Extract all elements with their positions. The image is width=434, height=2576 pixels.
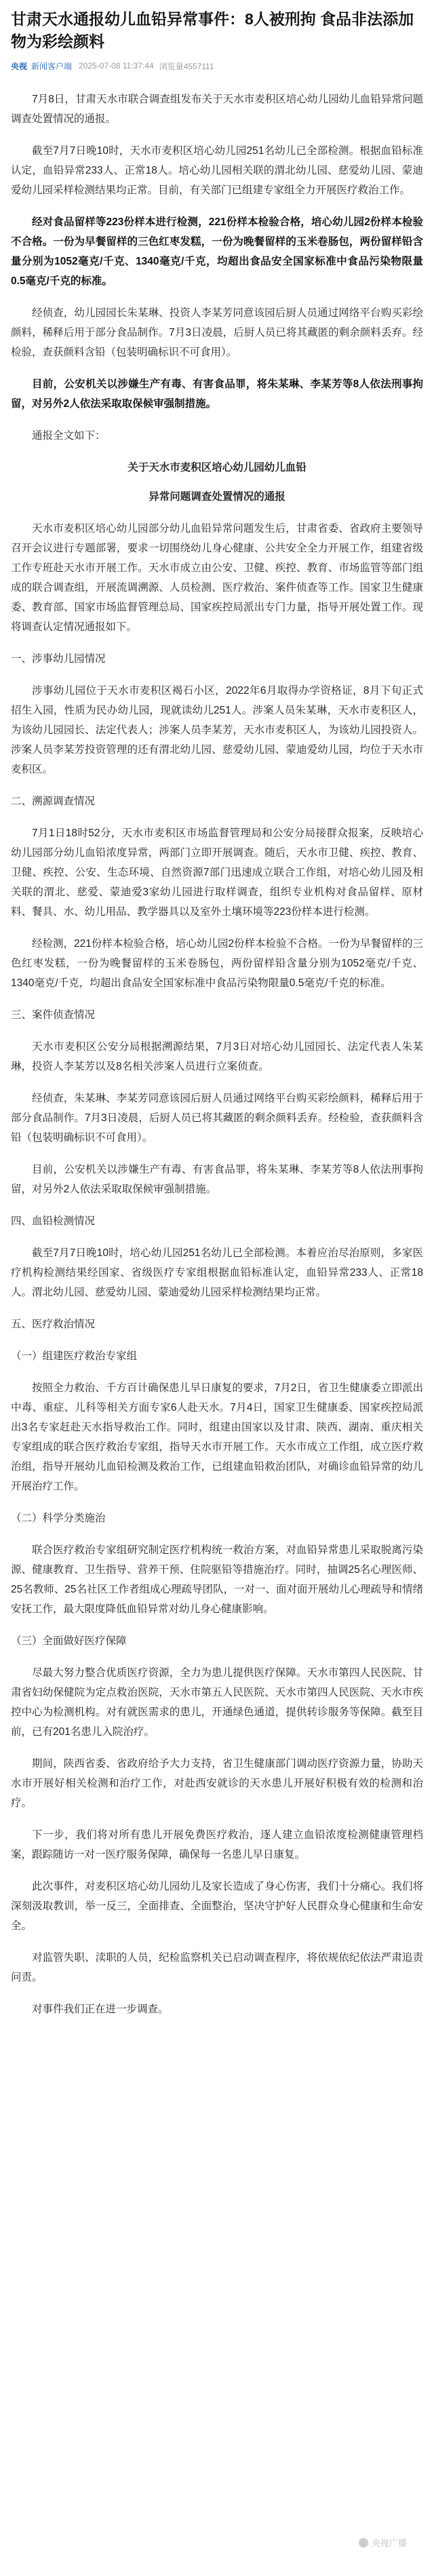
section-paragraph: 涉事幼儿园位于天水市麦积区褐石小区，2022年6月取得办学资格证，8月下旬正式招生入园，性质为民办幼儿园，现就读幼儿251人。涉案人员朱某琳，天水市麦积区人，为该幼儿园园长、法定代表人；涉案人员李某芳，天水市麦积区人，为该幼儿园投资人。涉案人员李某芳投资管理的还有渭北幼儿园、慈爱幼儿园、蒙迪爱幼儿园，均位于天水市麦积区。 [11,685,423,775]
section-title: 四、血铅检测情况 [11,1215,96,1227]
article-paragraph: 目前，公安机关以涉嫌生产有毒、有害食品罪，将朱某琳、李某芳等8人依法刑事拘留，对另外2人依法采取取保候审强制措施。 [11,378,423,410]
section-title: （二）科学分类施治 [11,1513,106,1524]
view-count: 浏览量4557111 [159,61,214,71]
section-title: （三）全面做好医疗保障 [11,1635,127,1647]
section-paragraph: 对事件我们正在进一步调查。 [32,2004,169,2015]
section-paragraph: 对监管失职、渎职的人员，纪检监察机关已启动调查程序，将依规依纪依法严肃追责问责。 [11,1952,423,1983]
section-title: （一）组建医疗救治专家组 [11,1350,138,1362]
article-meta [11,60,423,72]
watermark [359,2536,407,2549]
publish-date: 2025-07-08 11:37:44 [79,61,154,71]
article-title: 甘肃天水通报幼儿血铅异常事件：8人被刑拘 食品非法添加物为彩绘颜料 [11,10,414,50]
section-paragraph: 此次事件，对麦积区培心幼儿园幼儿及家长造成了身心伤害，我们十分痛心。我们将深刻汲取教训，举一反三，全面排查、全面整治，坚决守护好人民群众身心健康和生命安全。 [11,1881,423,1932]
watermark-text: 央视广播 [371,2538,407,2548]
section-paragraph: 下一步，我们将对所有患儿开展免费医疗救治，逐人建立血铅浓度检测健康管理档案，跟踪随访一对一医疗服务保障，确保每一名患儿早日康复。 [11,1829,423,1860]
section-title: 五、医疗救治情况 [11,1319,96,1330]
article-paragraph: 经侦查，幼儿园园长朱某琳、投资人李某芳同意该园后厨人员通过网络平台购买彩绘颜料，稀释后用于部分食品制作。7月3日凌晨，后厨人员已将其藏匿的剩余颜料丢弃。经检验，查获颜料含铅（包装明确标识不可食用）。 [11,307,423,358]
notice-intro [11,519,423,637]
section-title: 三、案件侦查情况 [11,1009,96,1021]
article-paragraph: 经对食品留样等223份样本进行检测，221份样本检验合格，培心幼儿园2份样本检验不合格。一份为早餐留样的三色红枣发糕，一份为晚餐留样的玉米卷肠包，两份留样铅含量分别为1052毫克/千克、1340毫克/千克，均超出食品安全国家标准中食品污染物限量0.5毫克/千克的标准。 [11,216,423,287]
article-paragraph: 截至7月7日晚10时，天水市麦积区培心幼儿园251名幼儿已全部检测。根据血铅标准认定，血铅异常233人、正常18人。培心幼儿园相关联的渭北幼儿园、慈爱幼儿园、蒙迪爱幼儿园采样检测结果均正常。目前，有关部门已组建专家组全力开展医疗救治工作。 [11,145,423,196]
section-paragraph: 经检测，221份样本检验合格，培心幼儿园2份样本检验不合格。一份为早餐留样的三色红枣发糕，一份为晚餐留样的玉米卷肠包，两份留样铅含量分别为1052毫克/千克、1340毫克/千克，均超出食品安全国家标准中食品污染物限量0.5毫克/千克的标准。 [11,938,423,989]
section-title: 一、涉事幼儿园情况 [11,653,106,665]
source-label[interactable]: 央视 [11,61,28,71]
section-paragraph: 经侦查，朱某琳、李某芳同意该园后厨人员通过网络平台购买彩绘颜料，稀释后用于部分食品制作。7月3日凌晨，后厨人员已将其藏匿的剩余颜料丢弃。经检验，查获颜料含铅（包装明确标识不可食用）。 [11,1093,423,1144]
section-title: 二、溯源调查情况 [11,796,96,807]
section-paragraph: 截至7月7日晚10时，培心幼儿园251名幼儿已全部检测。本着应治尽治原则，多家医疗机构检测结果经国家、省级医疗专家组根据血铅标准认定，血铅异常233人、正常18人。渭北幼儿园、慈爱幼儿园、蒙迪爱幼儿园采样检测结果均正常。 [11,1247,423,1298]
section-paragraph: 目前，公安机关以涉嫌生产有毒、有害食品罪，将朱某琳、李某芳等8人依法刑事拘留，对另外2人依法采取取保候审强制措施。 [11,1164,423,1195]
article-paragraph: 通报全文如下： [32,430,106,442]
channel-label[interactable]: 新闻客户端 [31,61,73,71]
section-paragraph: 联合医疗救治专家组研究制定医疗机构统一救治方案，对血铅异常患儿采取脱离污染源、健康教育、卫生指导、营养干预、住院驱铅等措施治疗。同时，抽调25名心理医师、25名教师、25名社区工作者组成心理疏导团队，一对一、面对面开展幼儿心理疏导和情绪安抚工作，最大限度降低血铅异常对幼儿身心健康影响。 [11,1544,423,1615]
notice-heading-line2: 异常问题调查处置情况的通报 [149,491,285,503]
section-paragraph: 期间，陕西省委、省政府给予大力支持，省卫生健康部门调动医疗资源力量，协助天水市开展好相关检测和治疗工作，对赴西安就诊的天水患儿开展好积极有效的检测和治疗。 [11,1758,423,1809]
article-body [11,90,423,446]
section-paragraph: 尽最大努力整合优质医疗资源，全力为患儿提供医疗保障。天水市第四人民医院、甘肃省妇幼保健院为定点救治医院，天水市第五人民医院、天水市第四人民医院、天水市疾控中心为检测机构。对有就医需求的患儿，开通绿色通道，提供转诊服务等保障。截至目前，已有201名患儿入院治疗。 [11,1667,423,1738]
notice-heading-line1: 关于天水市麦积区培心幼儿园幼儿血铅 [127,462,307,473]
section-paragraph: 7月1日18时52分，天水市麦积区市场监督管理局和公安分局接群众报案，反映培心幼儿园部分幼儿血铅浓度异常，两部门立即开展调查。随后，天水市卫健、疾控、教育、卫健、疾控、公安、生态环境、自然资源7部门迅速成立联合工作组，对培心幼儿园及相关联的渭北、慈爱、蒙迪爱3家幼儿园进行取样调查，组织专业机构对食品留样、原材料、餐具、水、幼儿用品、教学器具以及室外土壤环境等223份样本进行检测。 [11,827,423,918]
watermark-logo-icon [359,2538,368,2548]
section-paragraph: 天水市麦积区公安分局根据溯源结果，7月3日对培心幼儿园园长、法定代表人朱某琳，投资人李某芳以及8名相关涉案人员进行立案侦查。 [11,1041,423,1072]
notice-sections [11,649,423,2019]
section-paragraph: 按照全力救治、千方百计确保患儿早日康复的要求，7月2日，省卫生健康委立即派出中毒、重症、儿科等相关方面专家6人赴天水。7月4日，国家卫生健康委、国家疾控局派出3名专家赶赴天水指导救治工作。同时，组建由国家以及甘肃、陕西、湖南、重庆相关专家组成的联合医疗救治专家组，指导天水市开展工作。天水市成立工作组，成立医疗救治组，指导开展幼儿血铅检测及救治工作，已组建血铅救治团队，对确诊血铅异常的幼儿开展治疗工作。 [11,1382,423,1492]
article-paragraph: 7月8日，甘肃天水市联合调查组发布关于天水市麦积区培心幼儿园幼儿血铅异常问题调查处置情况的通报。 [11,94,423,125]
notice-intro-paragraph: 天水市麦积区培心幼儿园部分幼儿血铅异常问题发生后，甘肃省委、省政府主要领导召开会议进行专题部署，要求一切围绕幼儿身心健康、公共安全全力开展工作，组建省级工作专班赴天水市开展工作。天水市成立由公安、卫健、疾控、教育、市场监管等部门组成的联合调查组，开展流调溯源、人员检测、医疗救治、案件侦查等工作。国家卫生健康委、教育部、国家市场监督管理总局、国家疾控局派出专门力量，指导开展处置工作。现将调查认定情况通报如下。 [11,523,423,633]
